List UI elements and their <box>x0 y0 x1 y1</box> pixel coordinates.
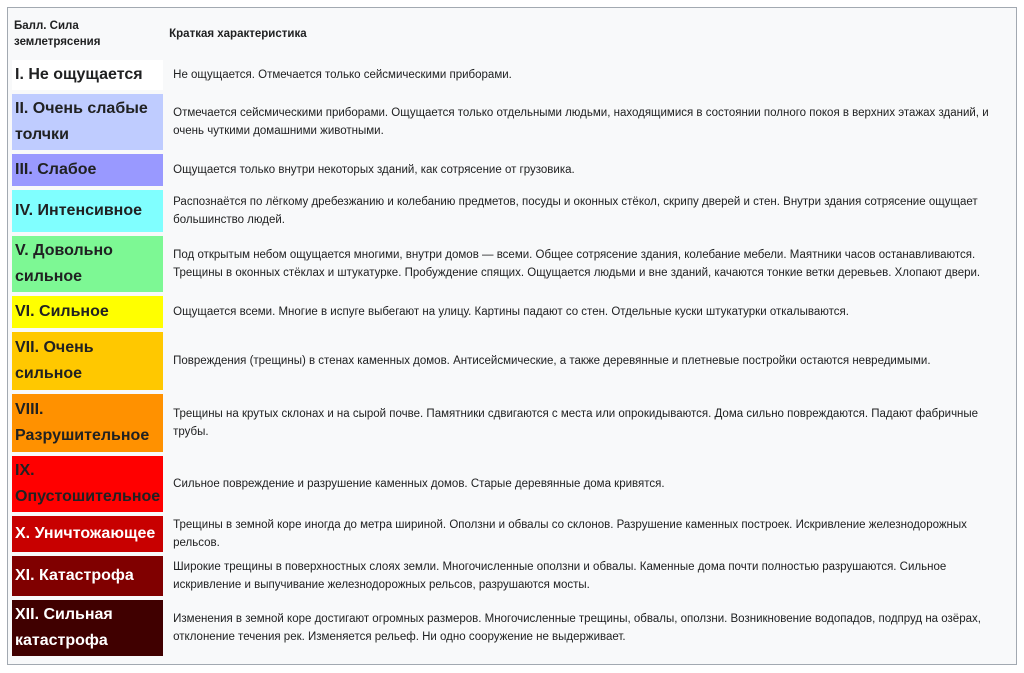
intensity-level-cell: XII. Сильная катастрофа <box>12 600 163 656</box>
intensity-description-cell: Сильное повреждение и разрушение каменных домов. Старые деревянные дома кривятся. <box>173 478 665 490</box>
intensity-level-cell: II. Очень слабые толчки <box>12 94 163 150</box>
table-row <box>12 190 1012 232</box>
intensity-level-cell: VIII. Разрушительное <box>12 394 163 452</box>
table-row <box>12 516 1012 552</box>
intensity-level-cell: X. Уничтожающее <box>12 516 163 552</box>
intensity-level-cell: IX. Опустошительное <box>12 456 163 512</box>
intensity-description-cell: Широкие трещины в поверхностных слоях земли. Многочисленные оползни и обвалы. Каменные дома почти полностью разрушаются. Сильное искривление и выпучивание железнодорожных рельсов, разрушаются мосты. <box>173 561 947 591</box>
table-row <box>12 60 1012 90</box>
intensity-level-cell: I. Не ощущается <box>12 60 163 90</box>
intensity-table-frame <box>7 7 1017 665</box>
intensity-level-cell: III. Слабое <box>12 154 163 186</box>
intensity-description-cell: Повреждения (трещины) в стенах каменных домов. Антисейсмические, а также деревянные и плетневые постройки остаются невредимыми. <box>173 355 931 367</box>
table-row <box>12 332 1012 390</box>
table-header-row <box>12 12 1012 56</box>
intensity-description-cell: Трещины на крутых склонах и на сырой почве. Памятники сдвигаются с места или опрокидываются. Дома сильно повреждаются. Падают фабричные трубы. <box>173 408 979 438</box>
table-row <box>12 154 1012 186</box>
intensity-description-cell: Отмечается сейсмическими приборами. Ощущается только отдельными людьми, находящимися в состоянии полного покоя в верхних этажах зданий, и очень чуткими домашними животными. <box>173 107 989 137</box>
intensity-level-cell: IV. Интенсивное <box>12 190 163 232</box>
intensity-description-cell: Трещины в земной коре иногда до метра шириной. Оползни и обвалы со склонов. Разрушение каменных построек. Искривление железнодорожных рельсов. <box>173 519 967 549</box>
table-row <box>12 94 1012 150</box>
table-row <box>12 394 1012 452</box>
table-row <box>12 456 1012 512</box>
table-row <box>12 236 1012 292</box>
earthquake-intensity-table <box>8 8 1016 660</box>
intensity-description-cell: Ощущается всеми. Многие в испуге выбегают на улицу. Картины падают со стен. Отдельные куски штукатурки откалываются. <box>173 306 849 318</box>
intensity-description-cell: Не ощущается. Отмечается только сейсмическими приборами. <box>173 69 512 81</box>
intensity-description-cell: Изменения в земной коре достигают огромных размеров. Многочисленные трещины, обвалы, оползни. Возникновение водопадов, подпруд на озёрах, отклонение течения рек. Изменяется рельеф. Ни одно сооружение не выдерживает. <box>173 613 981 643</box>
table-row <box>12 600 1012 656</box>
intensity-level-cell: XI. Катастрофа <box>12 556 163 596</box>
intensity-description-cell: Ощущается только внутри некоторых зданий, как сотрясение от грузовика. <box>173 164 575 176</box>
table-row <box>12 556 1012 596</box>
header-description: Краткая характеристика <box>169 28 307 40</box>
header-scale: Балл. Сила землетрясения <box>14 20 101 48</box>
intensity-description-cell: Под открытым небом ощущается многими, внутри домов — всеми. Общее сотрясение здания, колебание мебели. Маятники часов останавливаются. Трещины в оконных стёклах и штукатурке. Пробуждение спящих. Ощущается людьми и вне зданий, качаются тонкие ветки деревьев. Хлопают двери. <box>173 249 981 279</box>
intensity-level-cell: VI. Сильное <box>12 296 163 328</box>
intensity-description-cell: Распознаётся по лёгкому дребезжанию и колебанию предметов, посуды и оконных стёкол, скрипу дверей и стен. Внутри здания сотрясение ощущает большинство людей. <box>173 196 978 226</box>
table-row <box>12 296 1012 328</box>
intensity-level-cell: V. Довольно сильное <box>12 236 163 292</box>
intensity-level-cell: VII. Очень сильное <box>12 332 163 390</box>
